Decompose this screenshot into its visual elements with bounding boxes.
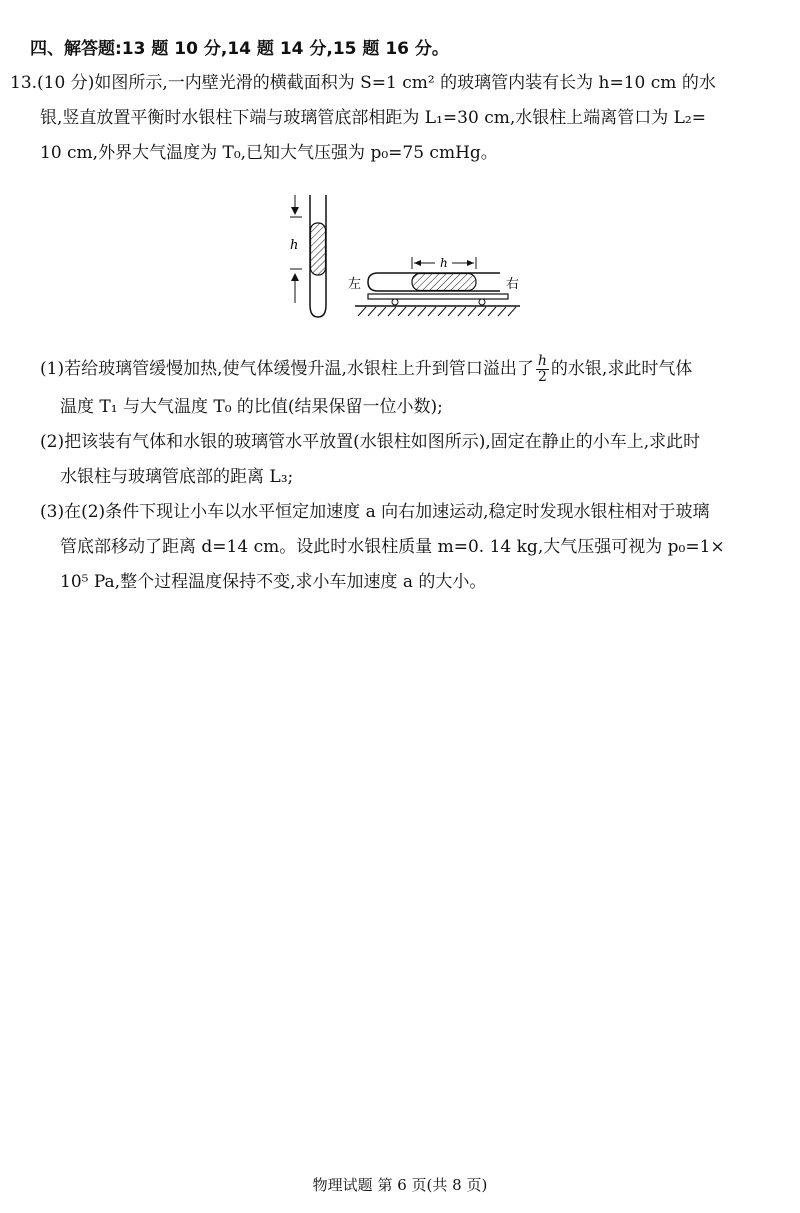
horizontal-tube-diagram xyxy=(348,256,520,316)
vertical-h-label: h xyxy=(290,238,299,253)
question-1-text-a: (1)若给玻璃管缓慢加热,使气体缓慢升温,水银柱上升到管口溢出了 xyxy=(40,359,534,379)
cart-body xyxy=(368,294,508,299)
fraction-denominator: 2 xyxy=(537,369,547,385)
problem-score: (10 分) xyxy=(37,73,95,93)
question-3-line-2: 管底部移动了距离 d=14 cm。设此时水银柱质量 m=0. 14 kg,大气压强可视为 p₀=1× xyxy=(60,537,725,557)
cart-wheel-right xyxy=(479,299,485,305)
problem-intro-line-2: 银,竖直放置平衡时水银柱下端与玻璃管底部相距为 L₁=30 cm,水银柱上端离管口为 L₂= xyxy=(40,108,706,128)
question-1-text-b: 的水银,求此时气体 xyxy=(550,359,693,379)
fraction-h-over-2 xyxy=(536,354,549,385)
left-label: 左 xyxy=(348,277,362,292)
question-1-line-1 xyxy=(40,354,692,385)
fraction-numerator: h xyxy=(537,353,547,369)
question-3-line-1: (3)在(2)条件下现让小车以水平恒定加速度 a 向右加速运动,稳定时发现水银柱相对于玻璃 xyxy=(40,502,710,522)
vertical-mercury-column xyxy=(311,223,326,275)
problem-intro-line-1 xyxy=(10,72,716,94)
problem-intro-text-1: 如图所示,一内壁光滑的横截面积为 S=1 cm² 的玻璃管内装有长为 h=10 cm 的水 xyxy=(94,73,716,93)
problem-intro-line-3: 10 cm,外界大气温度为 T₀,已知大气压强为 p₀=75 cmHg。 xyxy=(40,143,498,163)
question-2-line-1: (2)把该装有气体和水银的玻璃管水平放置(水银柱如图所示),固定在静止的小车上,求此时 xyxy=(40,432,701,452)
question-3-line-3: 10⁵ Pa,整个过程温度保持不变,求小车加速度 a 的大小。 xyxy=(60,572,487,592)
cart-wheel-left xyxy=(392,299,398,305)
horizontal-h-label: h xyxy=(440,256,448,270)
problem-number: 13. xyxy=(10,73,38,93)
right-label: 右 xyxy=(506,277,520,292)
question-1-line-2: 温度 T₁ 与大气温度 T₀ 的比值(结果保留一位小数); xyxy=(60,397,443,417)
section-heading: 四、解答题:13 题 10 分,14 题 14 分,15 题 16 分。 xyxy=(30,39,449,59)
question-2-line-2: 水银柱与玻璃管底部的距离 L₃; xyxy=(60,467,294,487)
experiment-figure xyxy=(280,185,530,330)
horizontal-mercury-column xyxy=(412,274,476,291)
vertical-tube-diagram xyxy=(290,195,326,317)
page-footer: 物理试题 第 6 页(共 8 页) xyxy=(312,1176,488,1194)
